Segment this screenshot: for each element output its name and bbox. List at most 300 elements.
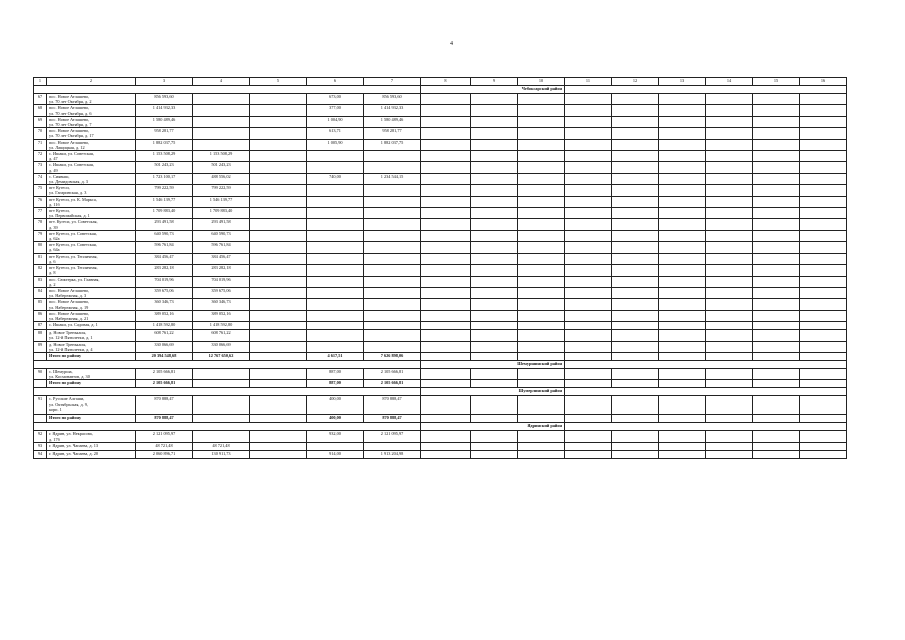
- value-col6: [307, 330, 364, 341]
- value-col6: [307, 341, 364, 352]
- value-col15: [753, 253, 800, 264]
- total-row: [34, 380, 847, 388]
- table-row: [34, 450, 847, 458]
- value-col15: [753, 208, 800, 219]
- address-line: с. Сиявыш,: [49, 173, 70, 179]
- value-col12: [612, 322, 659, 330]
- value-col7: 1 414 932,33: [364, 105, 421, 116]
- value-col5: [250, 116, 307, 127]
- total-col15: [753, 352, 800, 360]
- value-col6: [307, 322, 364, 330]
- value-col14: [706, 330, 753, 341]
- value-col13: [659, 253, 706, 264]
- address-line: д. 62а: [49, 236, 60, 242]
- value-col15: [753, 368, 800, 379]
- value-col4: 1 709 883,40: [193, 208, 250, 219]
- header-cell: 5: [250, 78, 307, 86]
- value-col15: [753, 310, 800, 321]
- value-col14: [706, 208, 753, 219]
- value-col3: 640 590,73: [136, 230, 193, 241]
- table-row: [34, 330, 847, 341]
- value-col9: [471, 219, 518, 230]
- value-col15: [753, 162, 800, 173]
- value-col7: [364, 219, 421, 230]
- value-col3: 704 019,96: [136, 276, 193, 287]
- total-col11: [565, 380, 612, 388]
- value-col10: [518, 219, 565, 230]
- row-number: 86: [34, 310, 47, 321]
- value-col9: [471, 276, 518, 287]
- value-col11: [565, 139, 612, 150]
- value-col10: [518, 94, 565, 105]
- table-row: [34, 196, 847, 207]
- value-col5: [250, 265, 307, 276]
- value-col16: [800, 196, 847, 207]
- value-col3: 1 580 489,46: [136, 116, 193, 127]
- value-col13: [659, 94, 706, 105]
- address-cell: [47, 276, 136, 287]
- value-col6: [307, 265, 364, 276]
- value-col8: [421, 322, 471, 330]
- value-col7: [364, 299, 421, 310]
- value-col11: [565, 162, 612, 173]
- value-col7: 2 105 666,81: [364, 368, 421, 379]
- value-col16: [800, 128, 847, 139]
- address-line: ул. Набережная, д. 21: [49, 315, 89, 321]
- value-col5: [250, 450, 307, 458]
- total-row: [34, 415, 847, 423]
- value-col14: [706, 265, 753, 276]
- value-col14: [706, 322, 753, 330]
- value-col6: [307, 151, 364, 162]
- value-col10: [518, 173, 565, 184]
- value-col9: [471, 116, 518, 127]
- value-col15: [753, 287, 800, 298]
- header-row: [34, 78, 847, 86]
- header-cell: 8: [421, 78, 471, 86]
- value-col13: [659, 196, 706, 207]
- total-col4: 12 767 650,62: [193, 352, 250, 360]
- row-number: 78: [34, 219, 47, 230]
- page-number: 4: [450, 41, 453, 47]
- value-col16: [800, 450, 847, 458]
- value-col15: [753, 341, 800, 352]
- value-col5: [250, 242, 307, 253]
- table-row: [34, 242, 847, 253]
- value-col5: [250, 196, 307, 207]
- address-cell: [47, 310, 136, 321]
- table-row: [34, 173, 847, 184]
- value-col10: [518, 162, 565, 173]
- value-col16: [800, 276, 847, 287]
- value-col15: [753, 330, 800, 341]
- value-col14: [706, 299, 753, 310]
- table-row: [34, 276, 847, 287]
- value-col14: [706, 139, 753, 150]
- value-col6: [307, 196, 364, 207]
- header-cell: 2: [47, 78, 136, 86]
- address-line: ул. 70 лет Октября, д. 2: [49, 99, 92, 105]
- row-number: 84: [34, 287, 47, 298]
- address-line: ул. 70 лет Октября, д. 17: [49, 133, 94, 139]
- address-cell: [47, 105, 136, 116]
- address-cell: [47, 242, 136, 253]
- row-number: 91: [34, 396, 47, 415]
- address-line: пгт Кугеси, ул. К. Маркса,: [49, 196, 97, 202]
- value-col16: [800, 151, 847, 162]
- value-col10: [518, 341, 565, 352]
- address-line: ул. Космонавтов, д. 30: [49, 374, 90, 380]
- value-col5: [250, 368, 307, 379]
- row-number: 72: [34, 151, 47, 162]
- total-col4: [193, 415, 250, 423]
- address-cell: [47, 442, 136, 450]
- value-col4: [193, 396, 250, 415]
- address-line: ул. 12-й Пятилетки, д. 4: [49, 346, 93, 352]
- value-col10: [518, 368, 565, 379]
- total-blank: [34, 352, 47, 360]
- header-cell: 1: [34, 78, 47, 86]
- value-col10: [518, 139, 565, 150]
- value-col13: [659, 139, 706, 150]
- value-col16: [800, 139, 847, 150]
- value-col10: [518, 330, 565, 341]
- value-col13: [659, 242, 706, 253]
- row-number: 69: [34, 116, 47, 127]
- district-row: [34, 388, 847, 396]
- total-col15: [753, 415, 800, 423]
- address-line: ул. 70 лет Октября, д. 7: [49, 122, 92, 128]
- value-col11: [565, 322, 612, 330]
- value-col7: [364, 310, 421, 321]
- value-col12: [612, 299, 659, 310]
- value-col3: 2 060 896,71: [136, 450, 193, 458]
- value-col13: [659, 341, 706, 352]
- total-col14: [706, 352, 753, 360]
- total-col7: 2 105 666,81: [364, 380, 421, 388]
- address-cell: [47, 287, 136, 298]
- value-col12: [612, 105, 659, 116]
- value-col6: 1 004,90: [307, 116, 364, 127]
- value-col15: [753, 299, 800, 310]
- value-col7: [364, 442, 421, 450]
- value-col8: [421, 116, 471, 127]
- total-row: [34, 352, 847, 360]
- value-col6: [307, 208, 364, 219]
- value-col11: [565, 230, 612, 241]
- value-col13: [659, 450, 706, 458]
- value-col9: [471, 151, 518, 162]
- row-number: 82: [34, 265, 47, 276]
- value-col6: 887,00: [307, 368, 364, 379]
- value-col15: [753, 185, 800, 196]
- value-col12: [612, 242, 659, 253]
- total-label: Итого по району: [47, 415, 136, 423]
- address-line: пос. Новое Атлашево,: [49, 116, 90, 122]
- row-number: 76: [34, 196, 47, 207]
- row-number: 77: [34, 208, 47, 219]
- row-number: 75: [34, 185, 47, 196]
- address-line: пгт. Кугеси, ул. Советская,: [49, 219, 98, 225]
- header-cell: 12: [612, 78, 659, 86]
- value-col11: [565, 173, 612, 184]
- value-col8: [421, 94, 471, 105]
- table-row: [34, 185, 847, 196]
- header-cell: 9: [471, 78, 518, 86]
- value-col9: [471, 368, 518, 379]
- value-col4: 384 456,47: [193, 253, 250, 264]
- address-cell: [47, 116, 136, 127]
- value-col13: [659, 219, 706, 230]
- district-name: Шемуршинский район: [421, 360, 565, 368]
- table-row: [34, 299, 847, 310]
- table-row: [34, 94, 847, 105]
- total-col13: [659, 415, 706, 423]
- value-col7: [364, 287, 421, 298]
- value-col11: [565, 431, 612, 442]
- value-col10: [518, 299, 565, 310]
- value-col14: [706, 128, 753, 139]
- value-col6: 400,00: [307, 396, 364, 415]
- address-line: пос. Сюктерка, ул. Главная,: [49, 276, 100, 282]
- district-tail: [565, 423, 847, 431]
- value-col3: 48 721,48: [136, 442, 193, 450]
- value-col11: [565, 287, 612, 298]
- value-col8: [421, 341, 471, 352]
- header-cell: 14: [706, 78, 753, 86]
- value-col16: [800, 287, 847, 298]
- address-line: ул. 12-й Пятилетки, д. 1: [49, 335, 93, 341]
- address-cell: [47, 299, 136, 310]
- value-col9: [471, 322, 518, 330]
- value-col6: 1 005,90: [307, 139, 364, 150]
- total-col14: [706, 380, 753, 388]
- address-line: г. Ядрин, ул. Некрасова,: [49, 431, 93, 437]
- address-line: с. Ишаки, ул. Садовая, д. 1: [49, 322, 98, 328]
- value-col9: [471, 299, 518, 310]
- address-cell: [47, 322, 136, 330]
- total-col4: [193, 380, 250, 388]
- value-col3: 293 491,58: [136, 219, 193, 230]
- total-col3: 20 394 548,68: [136, 352, 193, 360]
- value-col15: [753, 173, 800, 184]
- value-col12: [612, 253, 659, 264]
- value-col9: [471, 265, 518, 276]
- value-col11: [565, 330, 612, 341]
- value-col7: [364, 253, 421, 264]
- value-col11: [565, 105, 612, 116]
- row-number: 71: [34, 139, 47, 150]
- value-col8: [421, 396, 471, 415]
- value-col16: [800, 253, 847, 264]
- value-col6: [307, 242, 364, 253]
- header-cell: 3: [136, 78, 193, 86]
- address-cell: [47, 173, 136, 184]
- value-col4: 1 153 508,29: [193, 151, 250, 162]
- value-col9: [471, 105, 518, 116]
- value-col9: [471, 341, 518, 352]
- value-col5: [250, 230, 307, 241]
- address-line: пос. Новое Атлашево,: [49, 299, 90, 305]
- value-col10: [518, 310, 565, 321]
- value-col8: [421, 219, 471, 230]
- value-col16: [800, 341, 847, 352]
- value-col11: [565, 450, 612, 458]
- address-line: корп. 1: [49, 406, 62, 412]
- value-col11: [565, 151, 612, 162]
- value-col6: 740,00: [307, 173, 364, 184]
- total-col8: [421, 415, 471, 423]
- address-line: д. 11б: [49, 201, 60, 207]
- header-cell: 11: [565, 78, 612, 86]
- value-col10: [518, 276, 565, 287]
- value-col3: 2 105 666,81: [136, 368, 193, 379]
- value-col6: [307, 219, 364, 230]
- address-line: пос. Новое Атлашево,: [49, 310, 90, 316]
- value-col5: [250, 396, 307, 415]
- address-cell: [47, 330, 136, 341]
- value-col8: [421, 128, 471, 139]
- total-col8: [421, 380, 471, 388]
- value-col8: [421, 276, 471, 287]
- district-tail: [565, 388, 847, 396]
- address-cell: [47, 151, 136, 162]
- value-col14: [706, 94, 753, 105]
- value-col3: 1 723 100,17: [136, 173, 193, 184]
- value-col11: [565, 94, 612, 105]
- value-col16: [800, 368, 847, 379]
- value-col11: [565, 219, 612, 230]
- value-col4: 130 911,73: [193, 450, 250, 458]
- value-col12: [612, 450, 659, 458]
- total-col3: 870 888,47: [136, 415, 193, 423]
- value-col11: [565, 116, 612, 127]
- value-col6: [307, 442, 364, 450]
- address-line: пгт Кугеси,: [49, 208, 70, 214]
- value-col8: [421, 368, 471, 379]
- value-col8: [421, 208, 471, 219]
- value-col3: 799 222,59: [136, 185, 193, 196]
- value-col13: [659, 330, 706, 341]
- value-col15: [753, 265, 800, 276]
- row-number: 68: [34, 105, 47, 116]
- address-line: пос. Новое Атлашево,: [49, 94, 90, 99]
- total-col16: [800, 380, 847, 388]
- value-col9: [471, 396, 518, 415]
- value-col15: [753, 196, 800, 207]
- address-line: д. 39: [49, 224, 58, 230]
- value-col6: [307, 299, 364, 310]
- address-cell: [47, 431, 136, 442]
- header-cell: 4: [193, 78, 250, 86]
- value-col4: 488 556,02: [193, 173, 250, 184]
- address-line: пос. Новое Атлашево,: [49, 105, 90, 111]
- district-tail: [565, 86, 847, 94]
- value-col6: [307, 230, 364, 241]
- value-col3: 1 546 139,77: [136, 196, 193, 207]
- total-col6: 887,00: [307, 380, 364, 388]
- district-blank: [34, 388, 421, 396]
- address-line: д. Новое Тренькасы,: [49, 341, 87, 347]
- header-cell: 13: [659, 78, 706, 86]
- value-col16: [800, 105, 847, 116]
- table-row: [34, 151, 847, 162]
- row-number: 83: [34, 276, 47, 287]
- value-col16: [800, 116, 847, 127]
- value-col16: [800, 322, 847, 330]
- value-col14: [706, 396, 753, 415]
- total-col13: [659, 352, 706, 360]
- value-col13: [659, 105, 706, 116]
- value-col7: 870 888,47: [364, 396, 421, 415]
- register-table: [33, 77, 847, 459]
- address-cell: [47, 265, 136, 276]
- address-cell: [47, 128, 136, 139]
- value-col12: [612, 139, 659, 150]
- value-col9: [471, 242, 518, 253]
- total-col9: [471, 415, 518, 423]
- row-number: 94: [34, 450, 47, 458]
- value-col6: [307, 276, 364, 287]
- value-col8: [421, 310, 471, 321]
- address-cell: [47, 253, 136, 264]
- address-line: с. Ишаки, ул. Советская,: [49, 162, 94, 168]
- value-col16: [800, 431, 847, 442]
- value-col8: [421, 431, 471, 442]
- value-col3: 870 888,47: [136, 396, 193, 415]
- value-col11: [565, 299, 612, 310]
- address-line: д. 49: [49, 167, 58, 173]
- value-col9: [471, 253, 518, 264]
- district-name: Чебоксарский район: [421, 86, 565, 94]
- value-col3: 856 593,60: [136, 94, 193, 105]
- value-col13: [659, 116, 706, 127]
- address-line: д. Новое Тренькасы,: [49, 330, 87, 336]
- value-col8: [421, 330, 471, 341]
- value-col7: 1 580 489,46: [364, 116, 421, 127]
- value-col12: [612, 162, 659, 173]
- table-row: [34, 396, 847, 415]
- address-cell: [47, 341, 136, 352]
- value-col15: [753, 105, 800, 116]
- value-col11: [565, 253, 612, 264]
- value-col14: [706, 431, 753, 442]
- value-col16: [800, 173, 847, 184]
- value-col3: 384 456,47: [136, 253, 193, 264]
- value-col6: [307, 185, 364, 196]
- total-blank: [34, 415, 47, 423]
- value-col4: 704 019,96: [193, 276, 250, 287]
- total-col7: 7 626 898,06: [364, 352, 421, 360]
- table-row: [34, 368, 847, 379]
- value-col3: 330 066,69: [136, 341, 193, 352]
- value-col12: [612, 116, 659, 127]
- address-line: пгт Кугеси, ул. Тепличная,: [49, 253, 98, 259]
- value-col16: [800, 442, 847, 450]
- value-col8: [421, 450, 471, 458]
- value-col10: [518, 116, 565, 127]
- value-col7: [364, 185, 421, 196]
- value-col5: [250, 151, 307, 162]
- header-cell: 10: [518, 78, 565, 86]
- header-cell: 16: [800, 78, 847, 86]
- address-cell: [47, 196, 136, 207]
- value-col4: [193, 368, 250, 379]
- value-col13: [659, 265, 706, 276]
- total-col8: [421, 352, 471, 360]
- value-col8: [421, 442, 471, 450]
- value-col14: [706, 173, 753, 184]
